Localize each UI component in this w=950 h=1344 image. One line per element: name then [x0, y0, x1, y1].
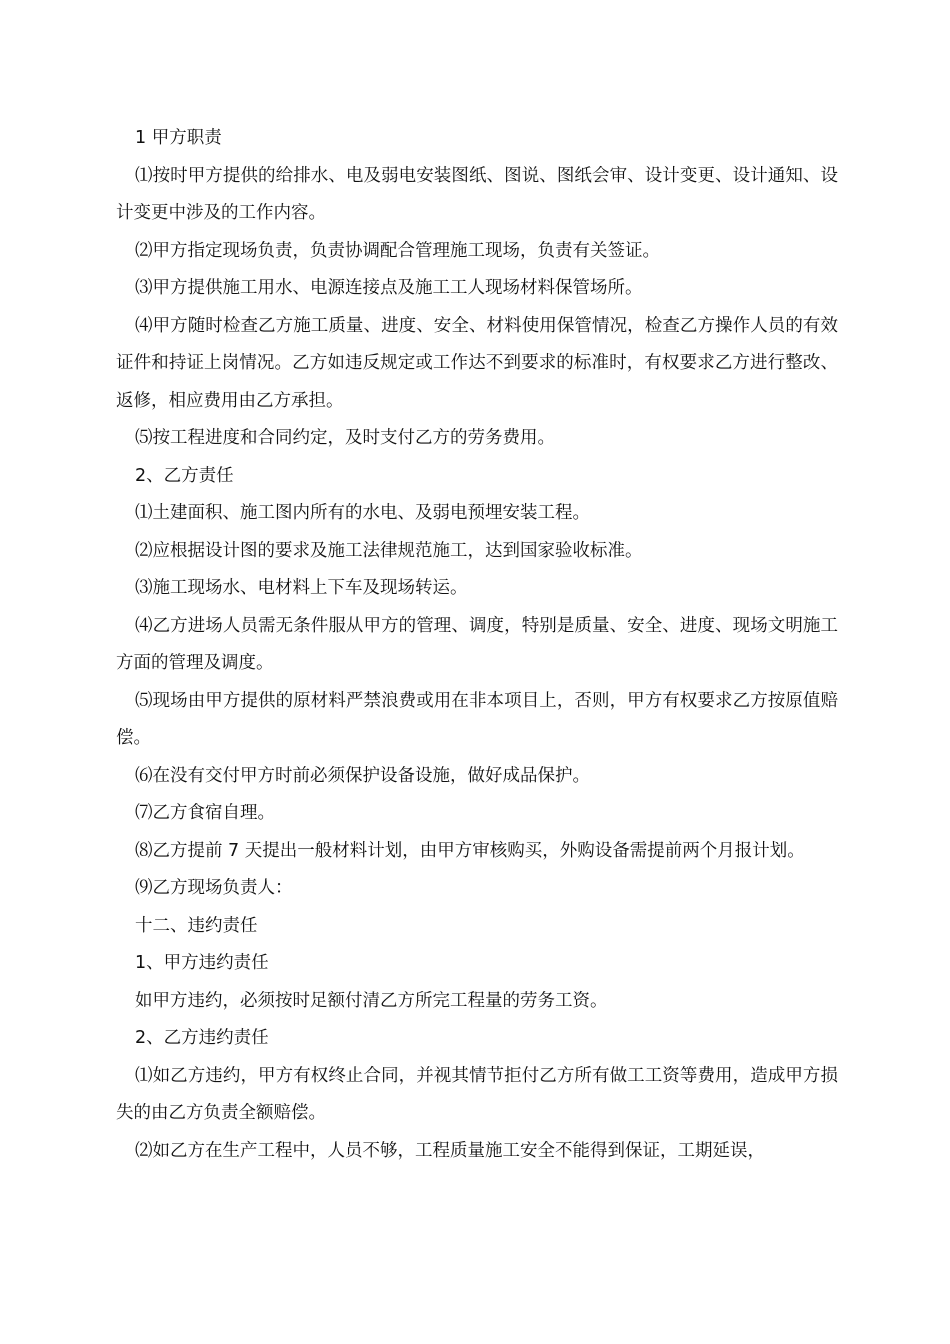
paragraph-b-7: ⑺乙方食宿自理。: [135, 803, 275, 823]
paragraph-b-1: ⑴土建面积、施工图内所有的水电、及弱电预埋安装工程。: [135, 503, 590, 523]
heading-party-a-duties: 1 甲方职责: [135, 128, 222, 148]
paragraph-a-3: ⑶甲方提供施工用水、电源连接点及施工工人现场材料保管场所。: [135, 278, 643, 298]
paragraph-a-4: ⑷甲方随时检查乙方施工质量、进度、安全、材料使用保管情况，检查乙方操作人员的有效证件和持证上岗情况。乙方如违反规定或工作达不到要求的标准时，有权要求乙方进行整改、返修，相应费用由乙方承担。: [116, 315, 838, 411]
paragraph-b-9: ⑼乙方现场负责人：: [135, 878, 293, 898]
paragraph-breach-b-1: ⑴如乙方违约，甲方有权终止合同，并视其情节拒付乙方所有做工工资等费用，造成甲方损失的由乙方负责全额赔偿。: [116, 1065, 838, 1123]
paragraph-party-a-breach: 如甲方违约，必须按时足额付清乙方所完工程量的劳务工资。: [135, 990, 608, 1011]
paragraph-b-2: ⑵应根据设计图的要求及施工法律规范施工，达到国家验收标准。: [135, 540, 643, 561]
heading-breach-liability: 十二、违约责任: [135, 915, 258, 936]
heading-party-a-breach: 1、甲方违约责任: [135, 953, 269, 973]
heading-party-b-breach: 2、乙方违约责任: [135, 1028, 269, 1048]
paragraph-b-5: ⑸现场由甲方提供的原材料严禁浪费或用在非本项目上，否则，甲方有权要求乙方按原值赔偿。: [116, 690, 838, 748]
paragraph-b-4: ⑷乙方进场人员需无条件服从甲方的管理、调度，特别是质量、安全、进度、现场文明施工方面的管理及调度。: [116, 615, 838, 673]
paragraph-a-2: ⑵甲方指定现场负责，负责协调配合管理施工现场，负责有关签证。: [135, 240, 660, 261]
heading-party-b-duties: 2、乙方责任: [135, 465, 234, 486]
paragraph-b-3: ⑶施工现场水、电材料上下车及现场转运。: [135, 578, 468, 598]
paragraph-b-8: ⑻乙方提前 7 天提出一般材料计划，由甲方审核购买，外购设备需提前两个月报计划。: [135, 840, 805, 861]
paragraph-a-1: ⑴按时甲方提供的给排水、电及弱电安装图纸、图说、图纸会审、设计变更、设计通知、设计变更中涉及的工作内容。: [116, 165, 838, 223]
paragraph-b-6: ⑹在没有交付甲方时前必须保护设备设施，做好成品保护。: [135, 765, 590, 786]
paragraph-breach-b-2: ⑵如乙方在生产工程中，人员不够，工程质量施工安全不能得到保证，工期延误，: [135, 1140, 765, 1161]
paragraph-a-5: ⑸按工程进度和合同约定，及时支付乙方的劳务费用。: [135, 428, 555, 448]
document-body: [116, 120, 838, 1170]
